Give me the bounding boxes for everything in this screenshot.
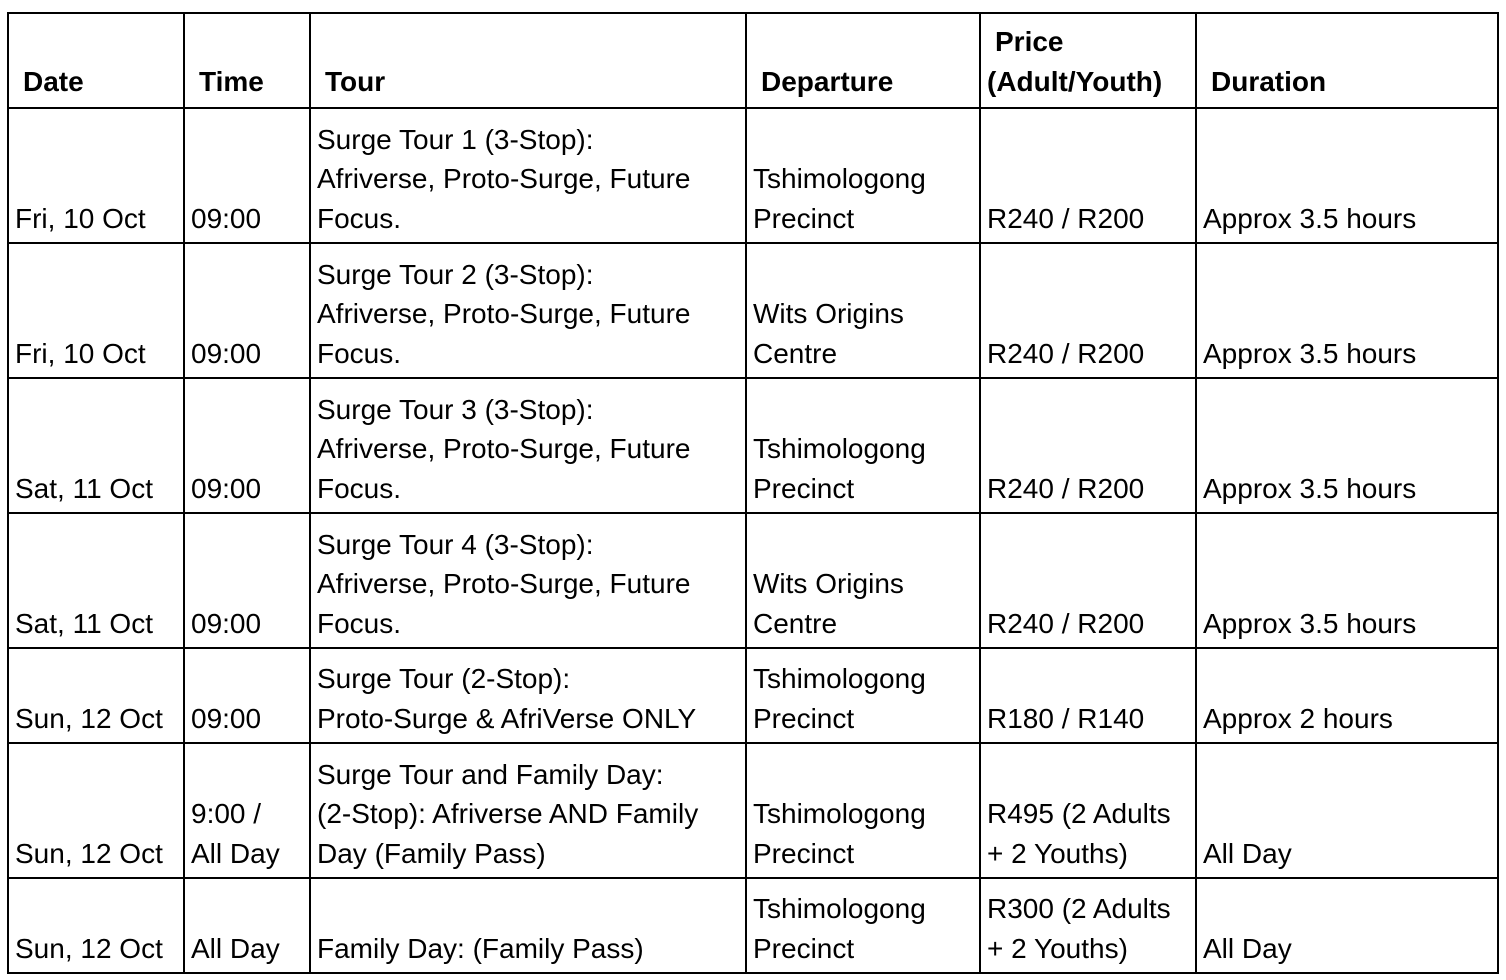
- cell-date: Fri, 10 Oct: [8, 108, 184, 243]
- cell-tour-line: Afriverse, Proto-Surge, Future: [317, 298, 691, 329]
- cell-departure-line: Centre: [753, 337, 838, 369]
- cell-tour-line: Surge Tour (2-Stop):: [317, 663, 571, 694]
- cell-date: Fri, 10 Oct: [8, 243, 184, 378]
- cell-time-line: 09:00: [191, 472, 262, 504]
- cell-tour-line: Afriverse, Proto-Surge, Future: [317, 568, 691, 599]
- cell-time: [184, 108, 310, 243]
- cell-tour: [310, 743, 746, 878]
- cell-departure-line: Tshimologong: [753, 798, 926, 829]
- cell-departure-line: Precinct: [753, 932, 855, 964]
- cell-time-line: All Day: [191, 932, 280, 964]
- cell-duration: Approx 3.5 hours: [1196, 108, 1498, 243]
- cell-tour-line: Afriverse, Proto-Surge, Future: [317, 163, 691, 194]
- cell-duration: All Day: [1196, 743, 1498, 878]
- cell-departure-line: Precinct: [753, 837, 855, 869]
- cell-departure: [746, 108, 980, 243]
- cell-price-line: + 2 Youths): [987, 837, 1128, 869]
- cell-departure-line: Wits Origins: [753, 568, 904, 599]
- table-row: [8, 108, 1498, 243]
- cell-price: [980, 878, 1196, 973]
- cell-departure-line: Centre: [753, 607, 838, 639]
- table-row: [8, 878, 1498, 973]
- cell-price: [980, 108, 1196, 243]
- table-row: [8, 243, 1498, 378]
- cell-tour: [310, 243, 746, 378]
- cell-departure-line: Tshimologong: [753, 433, 926, 464]
- cell-tour-line: Surge Tour 3 (3-Stop):: [317, 393, 594, 425]
- header-time: Time: [184, 13, 310, 108]
- cell-duration: Approx 3.5 hours: [1196, 243, 1498, 378]
- cell-tour-line: Focus.: [317, 337, 402, 369]
- cell-tour: [310, 378, 746, 513]
- cell-price-line: R495 (2 Adults: [987, 798, 1171, 829]
- cell-time-line: All Day: [191, 837, 280, 869]
- cell-departure-line: Precinct: [753, 702, 855, 734]
- cell-departure-line: Tshimologong: [753, 163, 926, 194]
- cell-duration: All Day: [1196, 878, 1498, 973]
- cell-date: Sun, 12 Oct: [8, 743, 184, 878]
- cell-price: [980, 243, 1196, 378]
- cell-price: [980, 513, 1196, 648]
- header-date: Date: [8, 13, 184, 108]
- cell-duration: Approx 3.5 hours: [1196, 513, 1498, 648]
- cell-departure: [746, 513, 980, 648]
- header-tour: Tour: [310, 13, 746, 108]
- cell-duration: Approx 2 hours: [1196, 648, 1498, 743]
- header-departure: Departure: [746, 13, 980, 108]
- cell-tour-line: Surge Tour 1 (3-Stop):: [317, 123, 594, 155]
- table-row: [8, 743, 1498, 878]
- cell-time: [184, 878, 310, 973]
- cell-price-line: + 2 Youths): [987, 932, 1128, 964]
- cell-price: [980, 378, 1196, 513]
- cell-departure-line: Precinct: [753, 472, 855, 504]
- cell-time: [184, 743, 310, 878]
- table-row: [8, 513, 1498, 648]
- cell-price-line: R300 (2 Adults: [987, 893, 1171, 924]
- cell-price-line: R180 / R140: [987, 702, 1145, 734]
- cell-tour-line: Focus.: [317, 472, 402, 504]
- cell-departure-line: Wits Origins: [753, 298, 904, 329]
- cell-date: Sun, 12 Oct: [8, 878, 184, 973]
- cell-time-line: 09:00: [191, 607, 262, 639]
- cell-time-line: 09:00: [191, 202, 262, 234]
- cell-time-line: 09:00: [191, 702, 262, 734]
- cell-tour-line: Focus.: [317, 607, 402, 639]
- cell-tour-line: (2-Stop): Afriverse AND Family: [317, 798, 699, 829]
- header-row: [8, 13, 1498, 108]
- cell-price-line: R240 / R200: [987, 202, 1145, 234]
- cell-time: [184, 513, 310, 648]
- cell-departure: [746, 243, 980, 378]
- cell-departure: [746, 743, 980, 878]
- cell-tour: [310, 108, 746, 243]
- cell-time: [184, 378, 310, 513]
- cell-tour: [310, 513, 746, 648]
- cell-tour-line: Afriverse, Proto-Surge, Future: [317, 433, 691, 464]
- cell-price-line: R240 / R200: [987, 472, 1145, 504]
- cell-price-line: R240 / R200: [987, 337, 1145, 369]
- cell-tour-line: Day (Family Pass): [317, 837, 546, 869]
- header-price: [980, 13, 1196, 108]
- cell-price: [980, 648, 1196, 743]
- cell-departure-line: Precinct: [753, 202, 855, 234]
- cell-departure-line: Tshimologong: [753, 663, 926, 694]
- cell-date: Sat, 11 Oct: [8, 513, 184, 648]
- cell-time-line: 09:00: [191, 337, 262, 369]
- cell-tour: [310, 648, 746, 743]
- cell-price-line: R240 / R200: [987, 607, 1145, 639]
- cell-duration: Approx 3.5 hours: [1196, 378, 1498, 513]
- header-price-line1: Price: [995, 26, 1064, 57]
- cell-time-line: 9:00 /: [191, 798, 262, 829]
- cell-departure: [746, 648, 980, 743]
- cell-tour-line: Surge Tour and Family Day:: [317, 758, 664, 790]
- cell-tour-line: Focus.: [317, 202, 402, 234]
- header-price-line2: (Adult/Youth): [987, 65, 1163, 97]
- cell-date: Sun, 12 Oct: [8, 648, 184, 743]
- cell-tour-line: Surge Tour 4 (3-Stop):: [317, 528, 594, 560]
- cell-departure-line: Tshimologong: [753, 893, 926, 924]
- cell-date: Sat, 11 Oct: [8, 378, 184, 513]
- cell-tour-line: Family Day: (Family Pass): [317, 932, 644, 964]
- table-body: [8, 108, 1498, 973]
- cell-price: [980, 743, 1196, 878]
- table-row: [8, 378, 1498, 513]
- cell-departure: [746, 378, 980, 513]
- cell-departure: [746, 878, 980, 973]
- cell-tour-line: Surge Tour 2 (3-Stop):: [317, 258, 594, 290]
- cell-tour-line: Proto-Surge & AfriVerse ONLY: [317, 702, 697, 734]
- cell-tour: [310, 878, 746, 973]
- cell-time: [184, 648, 310, 743]
- header-duration: Duration: [1196, 13, 1498, 108]
- cell-time: [184, 243, 310, 378]
- table-row: [8, 648, 1498, 743]
- tour-schedule-table: [7, 12, 1499, 974]
